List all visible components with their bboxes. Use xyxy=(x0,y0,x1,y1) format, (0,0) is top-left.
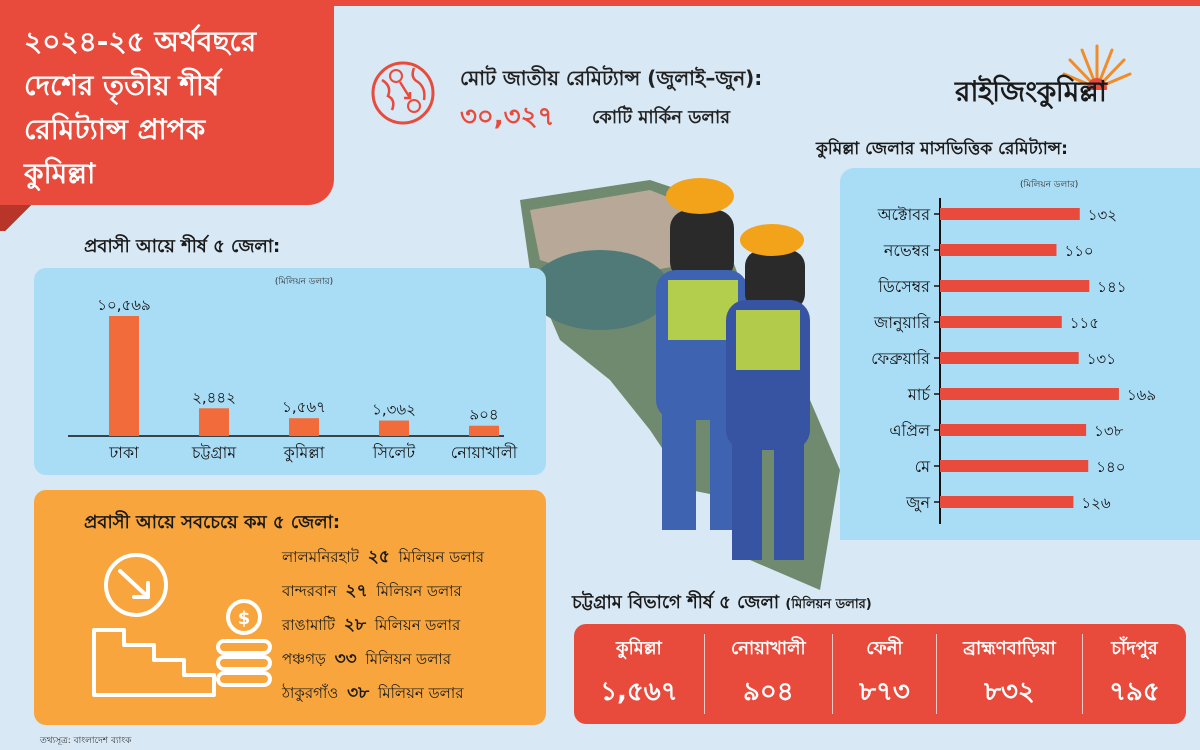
division-box xyxy=(574,624,1186,724)
headline-box xyxy=(0,0,334,205)
declining-coins-icon xyxy=(84,545,284,700)
division-cell xyxy=(705,634,833,714)
top5-chart-title: প্রবাসী আয়ে শীর্ষ ৫ জেলা: xyxy=(84,236,281,257)
bar xyxy=(940,460,1088,472)
value-label: ১,৩৬২ xyxy=(372,400,416,419)
headline-line: কুমিল্লা xyxy=(24,157,96,190)
category-label: সিলেট xyxy=(372,443,416,462)
category-label: কুমিল্লা xyxy=(283,443,325,462)
bar xyxy=(940,352,1079,364)
bar xyxy=(940,316,1062,328)
headline-fold xyxy=(0,205,36,231)
value-label: ১৩৮ xyxy=(1094,422,1124,440)
division-cell xyxy=(1083,634,1186,714)
total-remittance-unit: কোটি মার্কিন ডলার xyxy=(592,107,731,128)
division-title-text: চট্টগ্রাম বিভাগে শীর্ষ ৫ জেলা xyxy=(572,592,780,613)
category-label: ডিসেম্বর xyxy=(878,277,930,296)
workers-photo xyxy=(500,140,840,590)
division-district-value: ১,৫৬৭ xyxy=(600,676,678,707)
bar xyxy=(940,280,1089,292)
monthly-remittance-chart xyxy=(840,168,1200,540)
chart-unit: (মিলিয়ন ডলার) xyxy=(274,277,334,287)
lowest5-item xyxy=(282,646,484,680)
division-district-value: ৮৭৩ xyxy=(859,676,910,707)
bar xyxy=(199,408,229,436)
division-district-name: ব্রাহ্মণবাড়িয়া xyxy=(963,637,1056,659)
division-district-name: চাঁদপুর xyxy=(1111,637,1158,659)
value-label: ১৬৯ xyxy=(1126,386,1157,404)
bar xyxy=(109,316,139,436)
division-district-value: ৭৯৫ xyxy=(1109,676,1160,707)
value-label: ১৩১ xyxy=(1086,350,1116,368)
bar xyxy=(940,496,1073,508)
division-district-value: ৮৩২ xyxy=(984,676,1035,707)
total-remittance-value: ৩০,৩২৭ xyxy=(460,102,555,132)
district-name: লালমনিরহাট xyxy=(282,548,359,566)
division-district-name: নোয়াখালী xyxy=(731,637,806,659)
headline-line: দেশের তৃতীয় শীর্ষ xyxy=(24,69,220,102)
division-district-name: কুমিল্লা xyxy=(616,637,662,659)
district-value: ২৫ xyxy=(367,547,390,567)
bar xyxy=(469,426,499,436)
value-label: ১২৬ xyxy=(1081,494,1111,512)
lowest5-item xyxy=(282,544,484,578)
district-value: ৩৮ xyxy=(347,683,370,703)
division-cell xyxy=(937,634,1083,714)
value-label: ১৪১ xyxy=(1097,278,1127,296)
district-name: বান্দরবান xyxy=(282,582,337,600)
lowest5-title: প্রবাসী আয়ে সবচেয়ে কম ৫ জেলা: xyxy=(84,512,341,533)
category-label: চট্টগ্রাম xyxy=(191,443,237,462)
bar xyxy=(289,418,319,436)
bar xyxy=(940,424,1086,436)
category-label: মে xyxy=(914,457,930,476)
bar xyxy=(940,208,1080,220)
brand-logo-text: রাইজিংকুমিল্লা xyxy=(955,75,1107,108)
value-label: ১১০ xyxy=(1064,242,1094,260)
value-label: ১৩২ xyxy=(1087,206,1118,224)
category-label: মার্চ xyxy=(907,385,930,404)
svg-text:$: $ xyxy=(237,608,251,629)
lowest5-list xyxy=(282,544,484,714)
value-label: ১৪০ xyxy=(1096,458,1126,476)
division-cell xyxy=(574,634,705,714)
category-label: নোয়াখালী xyxy=(450,443,518,462)
category-label: ঢাকা xyxy=(109,443,139,462)
monthly-chart-title: কুমিল্লা জেলার মাসভিত্তিক রেমিট্যান্স: xyxy=(816,139,1068,159)
category-label: এপ্রিল xyxy=(889,421,930,440)
district-value: ২৭ xyxy=(345,581,368,601)
category-label: অক্টোবর xyxy=(877,205,930,224)
division-title xyxy=(572,588,872,619)
value-label: ১০,৫৬৯ xyxy=(97,296,151,314)
district-name: রাঙামাটি xyxy=(282,616,336,634)
top5-districts-chart xyxy=(34,268,546,475)
district-unit: মিলিয়ন ডলার xyxy=(378,684,464,702)
district-unit: মিলিয়ন ডলার xyxy=(398,548,485,566)
district-unit: মিলিয়ন ডলার xyxy=(374,616,461,634)
lowest5-item xyxy=(282,612,484,646)
top-accent-line xyxy=(330,0,1200,6)
district-unit: মিলিয়ন ডলার xyxy=(376,582,462,600)
value-label: ১১৫ xyxy=(1069,314,1099,332)
category-label: ফেব্রুয়ারি xyxy=(871,349,930,368)
district-name: ঠাকুরগাঁও xyxy=(282,684,339,702)
division-cell xyxy=(833,634,937,714)
source-note: তথ্যসূত্র: বাংলাদেশ ব্যাংক xyxy=(40,736,132,746)
total-remittance-label: মোট জাতীয় রেমিট্যান্স (জুলাই–জুন): xyxy=(460,66,763,90)
value-label: ৯০৪ xyxy=(469,405,499,424)
lowest5-item xyxy=(282,680,484,714)
headline-line: রেমিট্যান্স প্রাপক xyxy=(24,113,206,146)
district-value: ২৮ xyxy=(343,615,366,635)
value-label: ২,৪৪২ xyxy=(192,388,236,407)
globe-money-icon xyxy=(370,60,436,126)
category-label: নভেম্বর xyxy=(883,241,930,260)
bar xyxy=(940,388,1119,400)
value-label: ১,৫৬৭ xyxy=(282,398,326,417)
monthly-chart-unit: (মিলিয়ন ডলার) xyxy=(1020,180,1079,190)
category-label: জানুয়ারি xyxy=(874,313,930,332)
division-district-value: ৯০৪ xyxy=(743,676,794,707)
district-unit: মিলিয়ন ডলার xyxy=(365,650,451,668)
bar xyxy=(940,244,1056,256)
division-unit: (মিলিয়ন ডলার) xyxy=(785,597,872,612)
lowest5-item xyxy=(282,578,484,612)
lowest5-panel xyxy=(34,490,546,725)
headline-line: ২০২৪-২৫ অর্থবছরে xyxy=(24,25,257,58)
district-value: ৩৩ xyxy=(334,649,357,669)
bar xyxy=(379,421,409,436)
category-label: জুন xyxy=(906,493,930,512)
division-district-name: ফেনী xyxy=(866,637,903,659)
district-name: পঞ্চগড় xyxy=(282,650,326,668)
